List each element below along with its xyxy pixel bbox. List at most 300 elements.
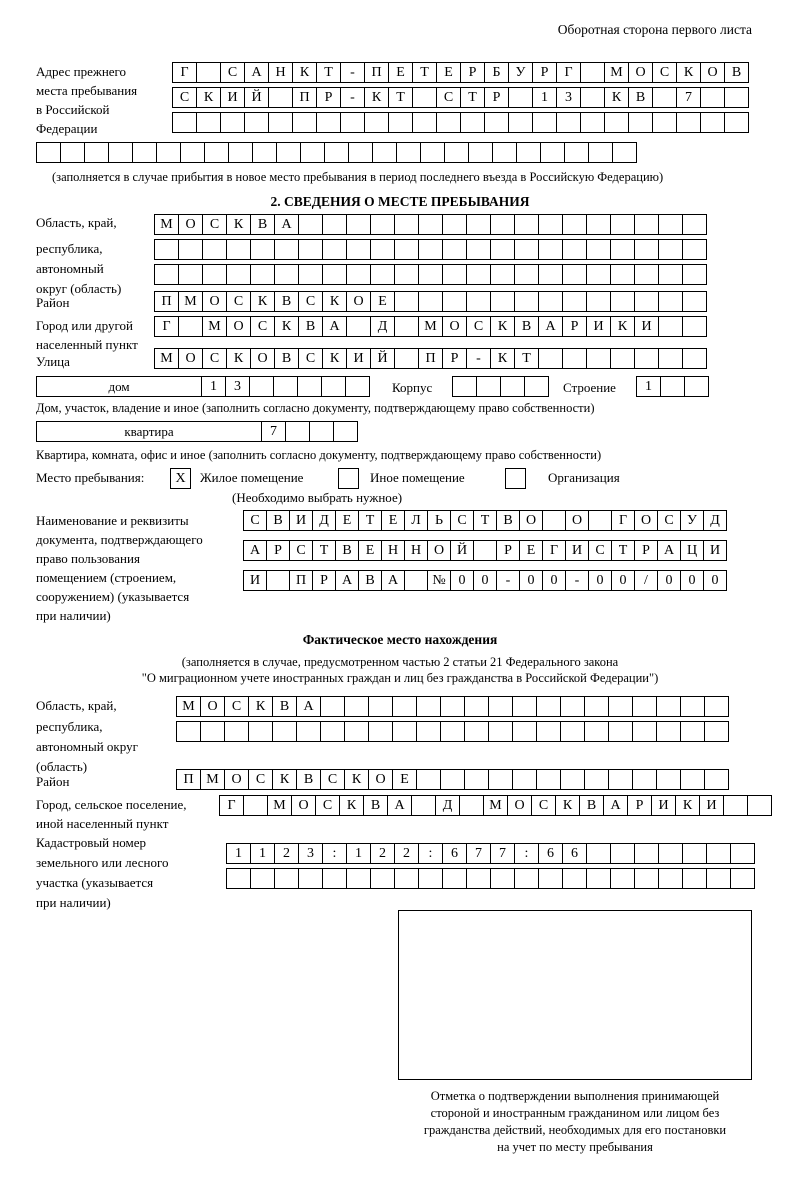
form-cell[interactable] xyxy=(484,112,509,133)
form-cell[interactable] xyxy=(368,696,393,717)
form-cell[interactable]: О xyxy=(700,62,725,83)
form-cell[interactable]: К xyxy=(676,62,701,83)
form-cell[interactable]: О xyxy=(519,510,543,531)
form-cell[interactable]: 6 xyxy=(538,843,563,864)
form-cell[interactable] xyxy=(243,795,268,816)
form-cell[interactable] xyxy=(200,721,225,742)
form-cell[interactable] xyxy=(634,239,659,260)
form-cell[interactable]: О xyxy=(442,316,467,337)
form-cell[interactable]: К xyxy=(226,214,251,235)
form-cell[interactable]: С xyxy=(657,510,681,531)
form-cell[interactable]: О xyxy=(427,540,451,561)
form-cell[interactable] xyxy=(634,348,659,369)
form-cell[interactable] xyxy=(706,843,731,864)
form-cell[interactable]: 3 xyxy=(298,843,323,864)
form-cell[interactable] xyxy=(562,239,587,260)
form-cell[interactable]: А xyxy=(387,795,412,816)
cadastral-row-2[interactable] xyxy=(226,868,754,889)
form-cell[interactable]: Й xyxy=(450,540,474,561)
form-cell[interactable]: Р xyxy=(484,87,509,108)
form-cell[interactable] xyxy=(488,721,513,742)
form-cell[interactable] xyxy=(536,696,561,717)
form-cell[interactable] xyxy=(444,142,469,163)
form-cell[interactable]: 0 xyxy=(588,570,612,591)
form-cell[interactable]: С xyxy=(436,87,461,108)
form-cell[interactable] xyxy=(560,769,585,790)
form-cell[interactable]: О xyxy=(202,291,227,312)
form-cell[interactable] xyxy=(440,721,465,742)
form-cell[interactable]: Г xyxy=(172,62,197,83)
form-cell[interactable]: И xyxy=(289,510,313,531)
form-cell[interactable] xyxy=(514,291,539,312)
form-cell[interactable]: : xyxy=(514,843,539,864)
form-cell[interactable] xyxy=(392,721,417,742)
form-cell[interactable] xyxy=(584,721,609,742)
form-cell[interactable] xyxy=(464,769,489,790)
form-cell[interactable]: : xyxy=(322,843,347,864)
form-cell[interactable] xyxy=(452,376,477,397)
form-cell[interactable]: Т xyxy=(473,510,497,531)
form-cell[interactable] xyxy=(273,376,298,397)
form-cell[interactable] xyxy=(268,87,293,108)
form-cell[interactable]: В xyxy=(579,795,604,816)
form-cell[interactable] xyxy=(512,769,537,790)
form-cell[interactable] xyxy=(490,214,515,235)
form-cell[interactable] xyxy=(420,142,445,163)
form-cell[interactable]: К xyxy=(250,291,275,312)
form-cell[interactable]: : xyxy=(418,843,443,864)
form-cell[interactable] xyxy=(202,264,227,285)
form-cell[interactable]: К xyxy=(675,795,700,816)
form-cell[interactable] xyxy=(536,769,561,790)
form-cell[interactable] xyxy=(700,87,725,108)
form-cell[interactable] xyxy=(682,868,707,889)
form-cell[interactable] xyxy=(394,316,419,337)
form-cell[interactable] xyxy=(468,142,493,163)
form-cell[interactable]: М xyxy=(483,795,508,816)
form-cell[interactable] xyxy=(154,239,179,260)
form-cell[interactable] xyxy=(490,264,515,285)
form-cell[interactable] xyxy=(656,696,681,717)
form-cell[interactable]: С xyxy=(298,348,323,369)
form-cell[interactable]: К xyxy=(364,87,389,108)
form-cell[interactable] xyxy=(372,142,397,163)
form-cell[interactable] xyxy=(586,214,611,235)
form-cell[interactable]: В xyxy=(358,570,382,591)
form-cell[interactable] xyxy=(321,376,346,397)
form-cell[interactable]: О xyxy=(346,291,371,312)
prev-address-row-1[interactable] xyxy=(172,62,748,83)
place-type-checkbox-organization[interactable] xyxy=(505,468,526,489)
form-cell[interactable] xyxy=(610,843,635,864)
form-cell[interactable]: В xyxy=(628,87,653,108)
house-number-cells[interactable] xyxy=(201,376,369,397)
form-cell[interactable] xyxy=(418,239,443,260)
form-cell[interactable]: М xyxy=(418,316,443,337)
form-cell[interactable]: В xyxy=(724,62,749,83)
form-cell[interactable] xyxy=(652,112,677,133)
form-cell[interactable]: А xyxy=(274,214,299,235)
form-cell[interactable]: В xyxy=(514,316,539,337)
form-cell[interactable] xyxy=(538,239,563,260)
form-cell[interactable] xyxy=(416,769,441,790)
form-cell[interactable] xyxy=(296,721,321,742)
form-cell[interactable]: И xyxy=(243,570,267,591)
form-cell[interactable]: С xyxy=(220,62,245,83)
form-cell[interactable]: Р xyxy=(312,570,336,591)
form-cell[interactable] xyxy=(682,348,707,369)
form-cell[interactable] xyxy=(466,868,491,889)
form-cell[interactable] xyxy=(490,868,515,889)
cadastral-row-1[interactable] xyxy=(226,843,754,864)
form-cell[interactable]: М xyxy=(267,795,292,816)
form-cell[interactable] xyxy=(560,696,585,717)
form-cell[interactable]: О xyxy=(178,214,203,235)
form-cell[interactable] xyxy=(682,214,707,235)
form-cell[interactable] xyxy=(562,348,587,369)
form-cell[interactable]: К xyxy=(322,291,347,312)
al-district-row[interactable] xyxy=(176,769,728,790)
form-cell[interactable]: К xyxy=(610,316,635,337)
al-city-row[interactable] xyxy=(219,795,771,816)
form-cell[interactable] xyxy=(586,348,611,369)
form-cell[interactable]: Р xyxy=(496,540,520,561)
form-cell[interactable] xyxy=(364,112,389,133)
form-cell[interactable] xyxy=(586,291,611,312)
form-cell[interactable] xyxy=(370,239,395,260)
form-cell[interactable]: Г xyxy=(542,540,566,561)
form-cell[interactable]: 0 xyxy=(703,570,727,591)
form-cell[interactable] xyxy=(196,112,221,133)
form-cell[interactable]: О xyxy=(178,348,203,369)
form-cell[interactable] xyxy=(154,264,179,285)
form-cell[interactable] xyxy=(250,868,275,889)
place-type-checkbox-other[interactable] xyxy=(338,468,359,489)
form-cell[interactable]: Г xyxy=(154,316,179,337)
form-cell[interactable] xyxy=(532,112,557,133)
form-cell[interactable] xyxy=(610,239,635,260)
form-cell[interactable] xyxy=(466,239,491,260)
form-cell[interactable]: К xyxy=(490,348,515,369)
form-cell[interactable] xyxy=(322,214,347,235)
form-cell[interactable]: 1 xyxy=(532,87,557,108)
form-cell[interactable] xyxy=(562,214,587,235)
form-cell[interactable]: 0 xyxy=(611,570,635,591)
form-cell[interactable]: 0 xyxy=(450,570,474,591)
form-cell[interactable]: 2 xyxy=(274,843,299,864)
form-cell[interactable] xyxy=(274,264,299,285)
form-cell[interactable] xyxy=(658,843,683,864)
form-cell[interactable] xyxy=(556,112,581,133)
form-cell[interactable]: В xyxy=(272,696,297,717)
form-cell[interactable]: И xyxy=(220,87,245,108)
form-cell[interactable]: В xyxy=(298,316,323,337)
form-cell[interactable] xyxy=(292,112,317,133)
form-cell[interactable] xyxy=(436,112,461,133)
form-cell[interactable]: В xyxy=(296,769,321,790)
form-cell[interactable]: И xyxy=(651,795,676,816)
form-cell[interactable] xyxy=(586,264,611,285)
form-cell[interactable] xyxy=(610,291,635,312)
form-cell[interactable] xyxy=(588,510,612,531)
form-cell[interactable]: Г xyxy=(556,62,581,83)
form-cell[interactable]: Г xyxy=(611,510,635,531)
form-cell[interactable] xyxy=(512,721,537,742)
form-cell[interactable] xyxy=(442,239,467,260)
form-cell[interactable] xyxy=(610,348,635,369)
form-cell[interactable] xyxy=(226,239,251,260)
form-cell[interactable] xyxy=(344,721,369,742)
form-cell[interactable]: 0 xyxy=(519,570,543,591)
form-cell[interactable] xyxy=(512,696,537,717)
form-cell[interactable] xyxy=(394,239,419,260)
form-cell[interactable]: А xyxy=(381,570,405,591)
form-cell[interactable] xyxy=(466,264,491,285)
form-cell[interactable]: С xyxy=(250,316,275,337)
form-cell[interactable] xyxy=(676,112,701,133)
form-cell[interactable] xyxy=(132,142,157,163)
form-cell[interactable]: И xyxy=(565,540,589,561)
form-cell[interactable] xyxy=(680,769,705,790)
form-cell[interactable]: К xyxy=(272,769,297,790)
form-cell[interactable]: Р xyxy=(442,348,467,369)
form-cell[interactable] xyxy=(412,87,437,108)
form-cell[interactable]: Е xyxy=(392,769,417,790)
form-cell[interactable] xyxy=(346,264,371,285)
form-cell[interactable]: Е xyxy=(519,540,543,561)
form-cell[interactable] xyxy=(442,214,467,235)
form-cell[interactable] xyxy=(586,239,611,260)
form-cell[interactable] xyxy=(344,696,369,717)
form-cell[interactable] xyxy=(724,87,749,108)
form-cell[interactable] xyxy=(36,142,61,163)
form-cell[interactable]: К xyxy=(555,795,580,816)
form-cell[interactable]: П xyxy=(418,348,443,369)
stroenie-cells[interactable] xyxy=(636,376,708,397)
form-cell[interactable] xyxy=(416,696,441,717)
form-cell[interactable] xyxy=(440,696,465,717)
stamp-box[interactable] xyxy=(398,910,752,1080)
form-cell[interactable]: Н xyxy=(268,62,293,83)
form-cell[interactable] xyxy=(172,112,197,133)
form-cell[interactable] xyxy=(298,264,323,285)
form-cell[interactable] xyxy=(346,239,371,260)
form-cell[interactable]: Р xyxy=(266,540,290,561)
form-cell[interactable]: 1 xyxy=(226,843,251,864)
form-cell[interactable]: М xyxy=(202,316,227,337)
form-cell[interactable]: Й xyxy=(244,87,269,108)
form-cell[interactable]: 7 xyxy=(261,421,286,442)
form-cell[interactable]: Р xyxy=(634,540,658,561)
form-cell[interactable] xyxy=(730,843,755,864)
form-cell[interactable] xyxy=(394,264,419,285)
form-cell[interactable]: С xyxy=(450,510,474,531)
form-cell[interactable] xyxy=(316,112,341,133)
form-cell[interactable]: 0 xyxy=(657,570,681,591)
form-cell[interactable]: В xyxy=(274,291,299,312)
form-cell[interactable] xyxy=(320,696,345,717)
form-cell[interactable] xyxy=(658,868,683,889)
form-cell[interactable]: С xyxy=(226,291,251,312)
form-cell[interactable] xyxy=(178,316,203,337)
form-cell[interactable] xyxy=(298,214,323,235)
form-cell[interactable]: И xyxy=(703,540,727,561)
form-cell[interactable] xyxy=(562,264,587,285)
form-cell[interactable] xyxy=(538,868,563,889)
form-cell[interactable] xyxy=(542,510,566,531)
form-cell[interactable]: Т xyxy=(316,62,341,83)
form-cell[interactable]: 3 xyxy=(225,376,250,397)
form-cell[interactable]: С xyxy=(652,62,677,83)
form-cell[interactable]: 0 xyxy=(473,570,497,591)
form-cell[interactable]: Е xyxy=(381,510,405,531)
form-cell[interactable] xyxy=(416,721,441,742)
form-cell[interactable] xyxy=(700,112,725,133)
form-cell[interactable] xyxy=(536,721,561,742)
city-row[interactable] xyxy=(154,316,706,337)
form-cell[interactable] xyxy=(442,264,467,285)
form-cell[interactable] xyxy=(392,696,417,717)
form-cell[interactable] xyxy=(514,264,539,285)
form-cell[interactable] xyxy=(514,868,539,889)
form-cell[interactable] xyxy=(320,721,345,742)
form-cell[interactable]: С xyxy=(224,696,249,717)
form-cell[interactable] xyxy=(490,291,515,312)
form-cell[interactable] xyxy=(610,264,635,285)
form-cell[interactable]: Б xyxy=(484,62,509,83)
form-cell[interactable] xyxy=(564,142,589,163)
doc-row-1[interactable] xyxy=(243,510,726,531)
form-cell[interactable]: О xyxy=(507,795,532,816)
form-cell[interactable] xyxy=(266,570,290,591)
form-cell[interactable]: - xyxy=(565,570,589,591)
form-cell[interactable] xyxy=(204,142,229,163)
form-cell[interactable] xyxy=(562,291,587,312)
form-cell[interactable] xyxy=(250,239,275,260)
form-cell[interactable]: Е xyxy=(335,510,359,531)
place-type-checkbox-residential[interactable]: X xyxy=(170,468,191,489)
form-cell[interactable] xyxy=(652,87,677,108)
form-cell[interactable]: А xyxy=(335,570,359,591)
form-cell[interactable]: К xyxy=(490,316,515,337)
form-cell[interactable] xyxy=(396,142,421,163)
form-cell[interactable] xyxy=(658,291,683,312)
form-cell[interactable] xyxy=(370,214,395,235)
form-cell[interactable] xyxy=(346,868,371,889)
form-cell[interactable] xyxy=(634,291,659,312)
form-cell[interactable] xyxy=(508,87,533,108)
form-cell[interactable] xyxy=(538,348,563,369)
form-cell[interactable] xyxy=(196,62,221,83)
al-region-row-2[interactable] xyxy=(176,721,728,742)
form-cell[interactable]: О xyxy=(634,510,658,531)
region-row-3[interactable] xyxy=(154,264,706,285)
form-cell[interactable]: А xyxy=(243,540,267,561)
form-cell[interactable]: М xyxy=(200,769,225,790)
form-cell[interactable] xyxy=(632,769,657,790)
region-row-1[interactable] xyxy=(154,214,706,235)
form-cell[interactable] xyxy=(586,843,611,864)
form-cell[interactable] xyxy=(370,868,395,889)
form-cell[interactable]: К xyxy=(248,696,273,717)
form-cell[interactable]: А xyxy=(538,316,563,337)
form-cell[interactable]: П xyxy=(292,87,317,108)
form-cell[interactable] xyxy=(682,264,707,285)
form-cell[interactable]: О xyxy=(565,510,589,531)
form-cell[interactable] xyxy=(682,239,707,260)
form-cell[interactable]: К xyxy=(292,62,317,83)
form-cell[interactable]: И xyxy=(699,795,724,816)
form-cell[interactable] xyxy=(514,239,539,260)
form-cell[interactable] xyxy=(466,214,491,235)
form-cell[interactable]: С xyxy=(588,540,612,561)
form-cell[interactable]: В xyxy=(335,540,359,561)
form-cell[interactable]: С xyxy=(202,214,227,235)
form-cell[interactable]: К xyxy=(274,316,299,337)
form-cell[interactable] xyxy=(460,112,485,133)
form-cell[interactable] xyxy=(516,142,541,163)
prev-address-row-4[interactable] xyxy=(36,142,636,163)
form-cell[interactable]: 6 xyxy=(442,843,467,864)
form-cell[interactable]: С xyxy=(466,316,491,337)
form-cell[interactable]: 7 xyxy=(466,843,491,864)
form-cell[interactable] xyxy=(586,868,611,889)
form-cell[interactable]: П xyxy=(176,769,201,790)
form-cell[interactable] xyxy=(612,142,637,163)
form-cell[interactable] xyxy=(540,142,565,163)
form-cell[interactable]: С xyxy=(172,87,197,108)
form-cell[interactable] xyxy=(346,214,371,235)
form-cell[interactable]: И xyxy=(346,348,371,369)
form-cell[interactable] xyxy=(370,264,395,285)
form-cell[interactable] xyxy=(684,376,709,397)
form-cell[interactable] xyxy=(412,112,437,133)
form-cell[interactable] xyxy=(108,142,133,163)
form-cell[interactable] xyxy=(656,721,681,742)
form-cell[interactable]: Т xyxy=(611,540,635,561)
form-cell[interactable]: Т xyxy=(460,87,485,108)
form-cell[interactable]: Е xyxy=(388,62,413,83)
form-cell[interactable] xyxy=(538,214,563,235)
form-cell[interactable]: 0 xyxy=(680,570,704,591)
form-cell[interactable] xyxy=(473,540,497,561)
form-cell[interactable] xyxy=(298,239,323,260)
form-cell[interactable] xyxy=(500,376,525,397)
form-cell[interactable]: К xyxy=(604,87,629,108)
form-cell[interactable] xyxy=(608,769,633,790)
form-cell[interactable]: С xyxy=(298,291,323,312)
form-cell[interactable] xyxy=(274,239,299,260)
form-cell[interactable]: С xyxy=(531,795,556,816)
form-cell[interactable] xyxy=(249,376,274,397)
form-cell[interactable] xyxy=(60,142,85,163)
form-cell[interactable] xyxy=(300,142,325,163)
form-cell[interactable] xyxy=(680,721,705,742)
form-cell[interactable] xyxy=(658,264,683,285)
form-cell[interactable]: М xyxy=(178,291,203,312)
form-cell[interactable] xyxy=(346,316,371,337)
form-cell[interactable] xyxy=(658,214,683,235)
form-cell[interactable] xyxy=(604,112,629,133)
form-cell[interactable] xyxy=(632,721,657,742)
form-cell[interactable] xyxy=(488,769,513,790)
form-cell[interactable] xyxy=(658,348,683,369)
form-cell[interactable] xyxy=(584,696,609,717)
form-cell[interactable]: С xyxy=(202,348,227,369)
form-cell[interactable]: Е xyxy=(358,540,382,561)
form-cell[interactable] xyxy=(628,112,653,133)
form-cell[interactable]: Р xyxy=(627,795,652,816)
